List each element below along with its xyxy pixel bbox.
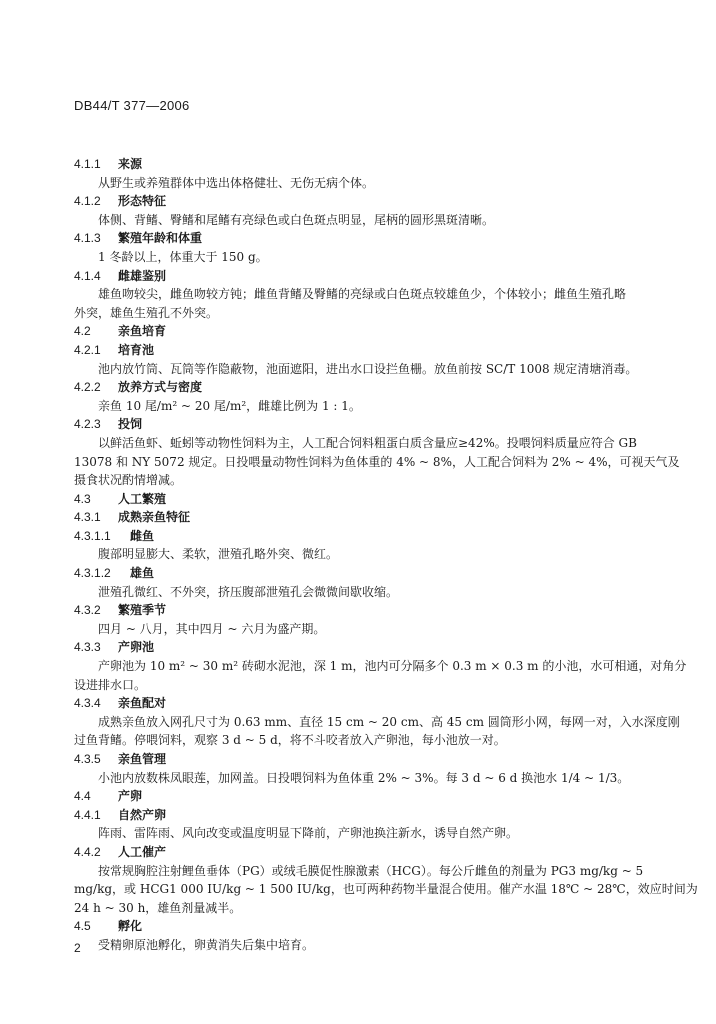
paragraph (74, 583, 642, 602)
section-number: 4.3.1 (74, 510, 101, 525)
paragraph (74, 211, 642, 230)
section-title: 自然产卵 (118, 807, 167, 822)
section-heading (74, 378, 642, 397)
section-heading (74, 192, 642, 211)
paragraph (74, 862, 698, 918)
section-heading (74, 267, 642, 286)
section-heading (74, 750, 642, 769)
section-number: 4.2.2 (74, 380, 101, 395)
paragraph (74, 769, 642, 788)
page-number: 2 (74, 941, 81, 955)
section-title: 亲鱼培育 (118, 324, 167, 339)
section-heading (74, 564, 642, 583)
paragraph (74, 434, 680, 490)
document-body (74, 155, 698, 955)
paragraph (74, 360, 642, 379)
section-title: 繁殖年龄和体重 (118, 231, 203, 246)
section-title: 亲鱼管理 (118, 752, 167, 766)
section-number: 4.4 (74, 789, 91, 804)
paragraph-line: 24 h ~ 30 h，雄鱼剂量减半。 (74, 900, 242, 915)
paragraph-line: 摄食状况酌情增减。 (74, 473, 183, 488)
section-number: 4.5 (74, 919, 91, 934)
section-heading (74, 490, 642, 509)
paragraph-line: 1 冬龄以上，体重大于 150 g。 (98, 249, 268, 264)
section-title: 雄鱼 (130, 566, 155, 581)
paragraph-line: 池内放竹筒、瓦筒等作隐蔽物，池面遮阳，进出水口设拦鱼栅。放鱼前按 SC/T 1008 规定清塘消毒。 (98, 361, 638, 376)
section-heading (74, 917, 642, 936)
section-number: 4.3.1.2 (74, 566, 111, 581)
section-number: 4.2 (74, 324, 91, 339)
section-title: 雌鱼 (130, 528, 155, 543)
section-number: 4.2.1 (74, 342, 101, 357)
paragraph-line: 13078 和 NY 5072 规定。日投喂量动物性饲料为鱼体重的 4% ~ 8%，人工配合饲料为 2% ~ 4%，可视天气及 (74, 454, 680, 469)
paragraph (74, 713, 680, 750)
section-number: 4.3.4 (74, 696, 101, 711)
section-number: 4.2.3 (74, 417, 101, 432)
paragraph (74, 174, 642, 193)
paragraph-line: 泄殖孔微红、不外突，挤压腹部泄殖孔会微微间歇收缩。 (98, 584, 399, 599)
paragraph (74, 397, 642, 416)
paragraph-line: 腹部明显膨大、柔软，泄殖孔略外突、微红。 (98, 547, 339, 562)
paragraph (74, 620, 642, 639)
section-heading (74, 601, 642, 620)
section-title: 产卵池 (118, 640, 155, 655)
standard-code: DB44/T 377—2006 (74, 98, 190, 113)
section-heading (74, 527, 642, 546)
section-title: 人工繁殖 (118, 491, 167, 506)
paragraph (74, 285, 642, 322)
section-number: 4.3.1.1 (74, 528, 111, 543)
section-heading (74, 508, 642, 527)
section-number: 4.3.5 (74, 752, 101, 766)
section-title: 亲鱼配对 (118, 696, 167, 711)
section-number: 4.4.2 (74, 844, 101, 859)
paragraph-line: 受精卵原池孵化，卵黄消失后集中培育。 (98, 937, 315, 952)
section-title: 产卵 (118, 789, 143, 804)
paragraph (74, 657, 687, 694)
section-title: 孵化 (118, 919, 143, 934)
paragraph (74, 248, 642, 267)
paragraph-line: 设进排水口。 (74, 677, 147, 692)
paragraph-line: mg/kg，或 HCG1 000 IU/kg ~ 1 500 IU/kg，也可两种药物半量混合使用。催产水温 18℃ ~ 28℃，效应时间为 (74, 882, 698, 897)
paragraph-line: 产卵池为 10 m² ~ 30 m² 砖砌水泥池，深 1 m，池内可分隔多个 0.3 m × 0.3 m 的小池，水可相通，对角分 (98, 659, 687, 674)
paragraph-line: 外突，雄鱼生殖孔不外突。 (74, 305, 219, 320)
section-title: 来源 (118, 157, 143, 171)
section-title: 放养方式与密度 (118, 380, 203, 395)
section-heading (74, 341, 642, 360)
paragraph-line: 小池内放数株凤眼莲，加网盖。日投喂饲料为鱼体重 2% ~ 3%。每 3 d ~ 6 d 换池水 1/4 ~ 1/3。 (98, 770, 630, 785)
section-title: 培育池 (118, 342, 155, 357)
paragraph-line: 按常规胸腔注射鲤鱼垂体（PG）或绒毛膜促性腺激素（HCG）。每公斤雌鱼的剂量为 PG3 mg/kg ~ 5 (98, 863, 644, 878)
section-number: 4.1.3 (74, 231, 101, 246)
section-title: 繁殖季节 (118, 603, 167, 618)
section-heading (74, 787, 642, 806)
paragraph-line: 过鱼背鳍。停喂饲料，观察 3 d ~ 5 d，将不斗咬者放入产卵池，每小池放一对。 (74, 733, 506, 748)
section-number: 4.4.1 (74, 807, 101, 822)
paragraph (74, 824, 642, 843)
paragraph-line: 雄鱼吻较尖，雌鱼吻较方钝；雌鱼背鳍及臀鳍的亮绿或白色斑点较雄鱼少，个体较小；雌鱼生殖孔略 (98, 287, 627, 302)
section-number: 4.1.4 (74, 268, 101, 283)
paragraph-line: 体侧、背鳍、臀鳍和尾鳍有亮绿色或白色斑点明显，尾柄的圆形黑斑清晰。 (98, 212, 495, 227)
section-heading (74, 694, 642, 713)
section-title: 投饲 (118, 417, 143, 432)
section-heading (74, 415, 642, 434)
paragraph-line: 四月 ~ 八月，其中四月 ~ 六月为盛产期。 (98, 621, 326, 636)
section-number: 4.3 (74, 491, 91, 506)
section-heading (74, 638, 642, 657)
paragraph (74, 936, 642, 955)
section-title: 形态特征 (118, 194, 167, 209)
section-title: 人工催产 (118, 844, 167, 859)
section-heading (74, 155, 642, 174)
paragraph-line: 从野生或养殖群体中选出体格健壮、无伤无病个体。 (98, 175, 375, 190)
section-heading (74, 229, 642, 248)
section-heading (74, 843, 642, 862)
paragraph-line: 成熟亲鱼放入网孔尺寸为 0.63 mm、直径 15 cm ~ 20 cm、高 45 cm 圆筒形小网，每网一对，入水深度刚 (98, 714, 680, 729)
section-number: 4.3.3 (74, 640, 101, 655)
section-number: 4.1.1 (74, 157, 101, 171)
section-heading (74, 322, 642, 341)
section-title: 雌雄鉴别 (118, 268, 167, 283)
paragraph-line: 以鲜活鱼虾、蚯蚓等动物性饲料为主，人工配合饲料粗蛋白质含量应≥42%。投喂饲料质量应符合 GB (98, 435, 637, 450)
paragraph (74, 545, 642, 564)
section-number: 4.3.2 (74, 603, 101, 618)
section-number: 4.1.2 (74, 194, 101, 209)
paragraph-line: 亲鱼 10 尾/m² ~ 20 尾/m²，雌雄比例为 1 : 1。 (98, 398, 361, 413)
paragraph-line: 阵雨、雷阵雨、风向改变或温度明显下降前，产卵池换注新水，诱导自然产卵。 (98, 826, 519, 841)
section-heading (74, 806, 642, 825)
section-title: 成熟亲鱼特征 (118, 510, 191, 525)
